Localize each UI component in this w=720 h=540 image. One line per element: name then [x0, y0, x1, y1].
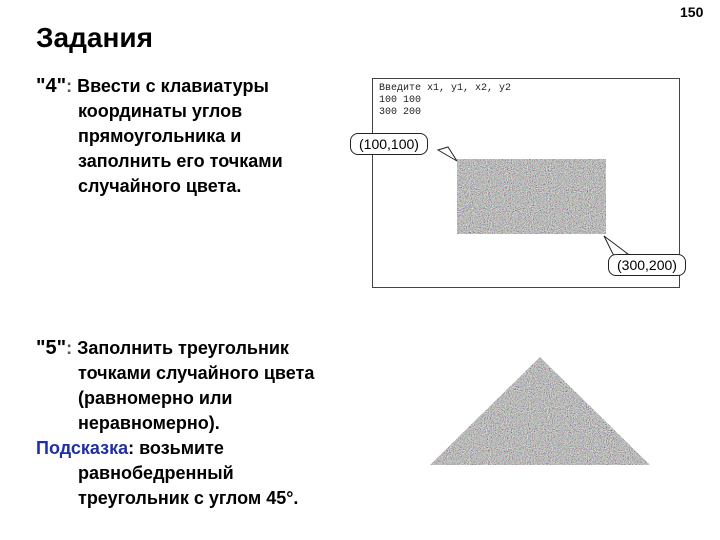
task-4-line-1: Ввести с клавиатуры [77, 76, 269, 96]
console-line-3: 300 200 [379, 107, 422, 118]
callout-pointer-top [438, 147, 457, 161]
hint-line-2: равнобедренный [78, 463, 234, 483]
hint-label: Подсказка [36, 438, 129, 458]
console-line-1: Введите x1, y1, x2, y2 [379, 83, 512, 94]
task-5-line-1: Заполнить треугольник [77, 338, 289, 358]
task-4-line-2: координаты углов [78, 101, 243, 121]
task-4-number: "4" [36, 75, 67, 97]
slide-title: Задания [36, 22, 153, 53]
hint-line-3: треугольник с углом 45°. [78, 488, 299, 508]
callout-bottom-right-corner: (300,200) [608, 254, 686, 276]
random-color-triangle [430, 357, 650, 465]
callout-top-left-corner: (100,100) [350, 133, 428, 155]
task-5-line-4: неравномерно). [78, 413, 220, 433]
page-number: 150 [680, 4, 704, 20]
callout-pointer-bottom [604, 236, 628, 256]
task-4-line-3: прямоугольника и [78, 126, 242, 146]
task-5: "5": Заполнить треугольник точками случайного цвета (равномерно или неравномерно). Подсказка: возьмите равнобедренный треугольник с углом 45°. [36, 336, 314, 511]
task-4-line-4: заполнить его точками [78, 151, 283, 171]
task-4-line-5: случайного цвета. [78, 176, 242, 196]
task-4: "4": Ввести с клавиатуры координаты углов прямоугольника и заполнить его точками случайного цвета. [36, 74, 283, 199]
hint-line-1: : возьмите [128, 438, 224, 458]
task-5-number: "5" [36, 337, 67, 359]
random-color-rectangle [457, 159, 606, 234]
console-line-2: 100 100 [379, 95, 422, 106]
task-5-line-3: (равномерно или [78, 388, 233, 408]
task-5-line-2: точками случайного цвета [78, 363, 315, 383]
